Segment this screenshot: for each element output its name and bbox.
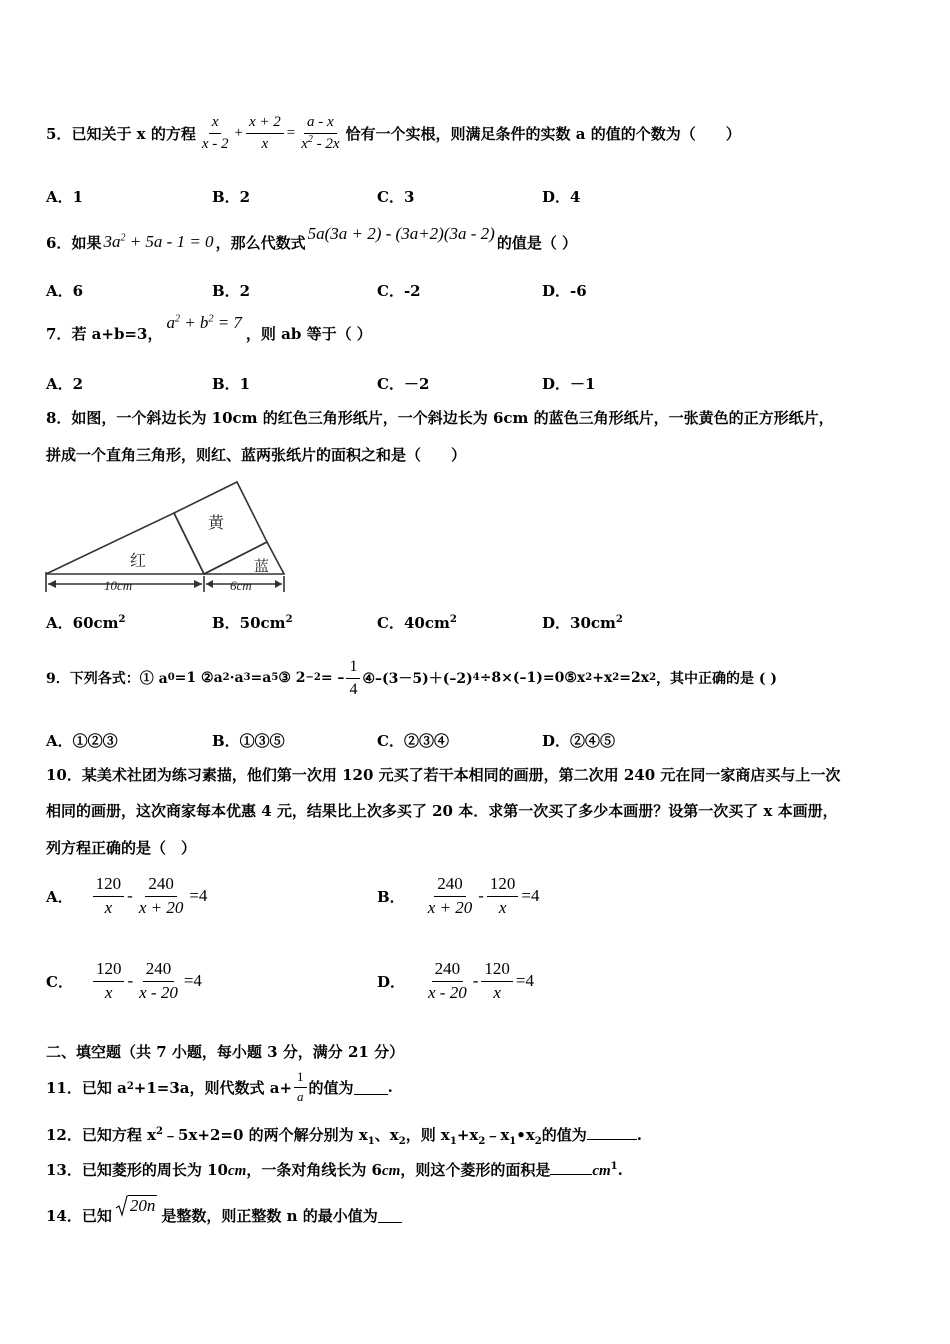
q6-mid: ，那么代数式 bbox=[215, 233, 306, 252]
q12-line: 12．已知方程 $x^2﹣5x+2=0$ 的两个解分别为 $x_1$、$x_2$，则 $x_1+x_2﹣x_1•x_2$的值为 . bbox=[46, 1126, 642, 1147]
q5-option-b[interactable]: B．2 bbox=[212, 188, 251, 206]
q5-fraction-2: $\frac{x + 2}{x}$ bbox=[246, 114, 284, 152]
q10-option-d[interactable]: D． $\frac{240}{x - 20}$ - $\frac{120}{x}$ =4 bbox=[377, 958, 534, 1002]
q5-fraction-3: $\frac{a - x}{x^2 - 2x}$ bbox=[301, 114, 340, 152]
q11-fraction: $\frac{1}{a}$ bbox=[294, 1070, 307, 1104]
q6-suffix: 的值是（ ） bbox=[496, 233, 578, 252]
q5-suffix: 恰有一个实根，则满足条件的实数 a 的值的个数为（ ） bbox=[345, 124, 741, 143]
q8-line-2: 拼成一个直角三角形，则红、蓝两张纸片的面积之和是（ ） bbox=[46, 446, 467, 464]
q7-option-d[interactable]: D．－1 bbox=[542, 375, 596, 393]
q8-label-6cm: 6cm bbox=[230, 578, 252, 593]
q8-figure bbox=[42, 476, 292, 596]
q6-expression: 5a(3a + 2) - (3a+2)(3a - 2) bbox=[307, 224, 495, 243]
q9-line: 9． 下列各式：① a 0 =1 ②a 2 ·a 3 =a 5 ③ 2 −2 = – $\frac{1}{4}$ ④–(3－5)＋(–2) 4 ÷8×(–1)=0⑤x 2 +x 2 =2x 2 ，其中正确的是 ( ) bbox=[46, 657, 778, 698]
q5-number: 5． bbox=[46, 124, 72, 143]
q11-answer-blank[interactable] bbox=[354, 1080, 388, 1095]
q10-line-2: 相同的画册，这次商家每本优惠 4 元，结果比上次多买了 20 本．求第一次买了多少本画册？设第一次买了 x 本画册， bbox=[46, 802, 838, 820]
q8-label-10cm: 10cm bbox=[104, 578, 133, 593]
q9-fraction: $\frac{1}{4}$ bbox=[346, 658, 360, 698]
q8-red-triangle bbox=[46, 513, 204, 574]
q7-prefix: 若 a+b=3， bbox=[71, 324, 163, 343]
q14-line: 14．已知 20n 是整数，则正整数 n 的最小值为 bbox=[46, 1195, 402, 1235]
q6-line bbox=[46, 222, 577, 262]
q5-prefix: 已知关于 x 的方程 bbox=[71, 124, 196, 143]
q8-option-b[interactable]: B．$50cm^2$ bbox=[212, 614, 293, 632]
q7-suffix: ，则 ab 等于（ ） bbox=[245, 324, 372, 343]
q10-line-1: 10．某美术社团为练习素描，他们第一次用 120 元买了若干本相同的画册，第二次用 240 元在同一家商店买与上一次 bbox=[46, 766, 841, 784]
q8-blue-triangle bbox=[204, 542, 284, 574]
q9-option-b[interactable]: B．①③⑤ bbox=[212, 732, 285, 750]
q8-label-red: 红 bbox=[130, 551, 147, 570]
q5-fraction-1: $\frac{x}{x - 2}$ bbox=[201, 114, 229, 152]
q10-line-3: 列方程正确的是（ ） bbox=[46, 839, 197, 857]
q7-option-c[interactable]: C．－2 bbox=[377, 375, 430, 393]
q8-label-yellow: 黄 bbox=[208, 513, 225, 532]
q10-option-b[interactable]: B． $\frac{240}{x + 20}$ - $\frac{120}{x}$ =4 bbox=[377, 873, 540, 917]
q9-number: 9． bbox=[46, 671, 70, 687]
q11-line: 11．已知 a 2 +1=3a，则代数式 a+ $\frac{1}{a}$ 的值为 . bbox=[46, 1069, 393, 1104]
q8-arrowhead-2b bbox=[275, 580, 282, 588]
q5-option-d[interactable]: D．4 bbox=[542, 188, 581, 206]
q6-option-d[interactable]: D．-6 bbox=[542, 282, 587, 300]
q8-arrowhead-2a bbox=[206, 580, 213, 588]
q8-option-a[interactable]: A．$60cm^2$ bbox=[46, 614, 126, 632]
q10-option-c[interactable]: C． $\frac{120}{x}$ - $\frac{240}{x - 20}$ =4 bbox=[46, 958, 202, 1002]
q10-option-a[interactable]: A． $\frac{120}{x}$ - $\frac{240}{x + 20}$ =4 bbox=[46, 873, 208, 917]
q8-arrowhead-1b bbox=[194, 580, 202, 588]
q8-arrowhead-1a bbox=[48, 580, 56, 588]
q8-option-c[interactable]: C．$40cm^2$ bbox=[377, 614, 457, 632]
q8-option-d[interactable]: D．$30cm^2$ bbox=[542, 614, 623, 632]
q14-answer-blank[interactable] bbox=[378, 1208, 402, 1223]
q7-option-a[interactable]: A．2 bbox=[46, 375, 84, 393]
q8-line-1: 8．如图，一个斜边长为 10cm 的红色三角形纸片，一个斜边长为 6cm 的蓝色三角形纸片，一张黄色的正方形纸片， bbox=[46, 409, 834, 427]
q13-line: 13．已知菱形的周长为 10cm，一条对角线长为 6cm，则这个菱形的面积是 $cm^1$. bbox=[46, 1161, 623, 1179]
q6-option-b[interactable]: B．2 bbox=[212, 282, 251, 300]
q5-line: 5． 已知关于 x 的方程 $\frac{x}{x - 2}$ + $\frac{x + 2}{x}$ = $\frac{a - x}{x^2 - 2x}$ 恰有一个实根，则满足条件的实数 a 的值的个数为（ ） bbox=[46, 114, 741, 152]
q6-prefix: 如果 bbox=[71, 233, 102, 252]
q9-option-d[interactable]: D．②④⑤ bbox=[542, 732, 616, 750]
q5-option-a[interactable]: A．1 bbox=[46, 188, 84, 206]
q7-condition: $a^2 + b^2 = 7$ bbox=[166, 313, 242, 332]
q9-option-c[interactable]: C．②③④ bbox=[377, 732, 449, 750]
q8-label-blue: 蓝 bbox=[254, 557, 270, 575]
q7-option-b[interactable]: B．1 bbox=[212, 375, 251, 393]
q7-number: 7． bbox=[46, 324, 72, 343]
q6-number: 6． bbox=[46, 233, 72, 252]
q13-answer-blank[interactable] bbox=[550, 1160, 592, 1175]
q9-option-a[interactable]: A．①②③ bbox=[46, 732, 118, 750]
section-2-title: 二、填空题（共 7 小题，每小题 3 分，满分 21 分） bbox=[46, 1043, 405, 1061]
q7-line bbox=[46, 313, 372, 353]
q12-answer-blank[interactable] bbox=[587, 1125, 637, 1140]
q5-option-c[interactable]: C．3 bbox=[377, 188, 415, 206]
q14-sqrt: 20n bbox=[116, 1195, 158, 1217]
radical-sign-icon bbox=[116, 1195, 128, 1217]
q6-condition: $3a^2 + 5a - 1 = 0$ bbox=[103, 232, 214, 251]
q6-option-c[interactable]: C．-2 bbox=[377, 282, 421, 300]
q6-option-a[interactable]: A．6 bbox=[46, 282, 84, 300]
